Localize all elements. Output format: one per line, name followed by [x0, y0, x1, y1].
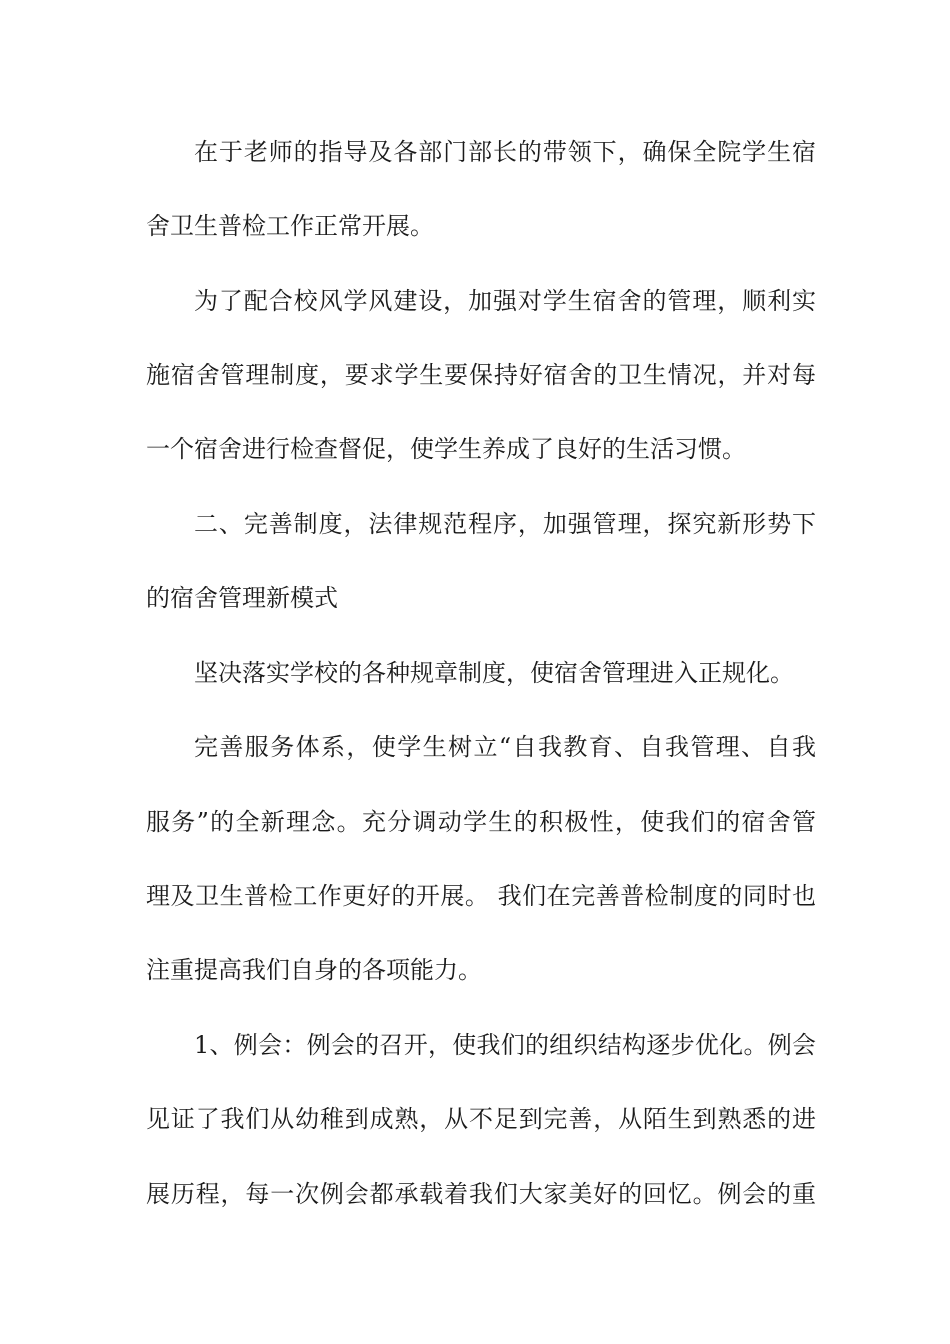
paragraph-line: 在于老师的指导及各部门部长的带领下，确保全院学生宿	[194, 138, 816, 166]
paragraph-line: 理及卫生普检工作更好的开展。 我们在完善普检制度的同时也	[146, 882, 816, 910]
paragraph-line: 为了配合校风学风建设，加强对学生宿舍的管理，顺利实	[194, 287, 816, 315]
paragraph-line: 舍卫生普检工作正常开展。	[146, 212, 434, 240]
paragraph-line: 1、例会：例会的召开，使我们的组织结构逐步优化。例会	[194, 1031, 816, 1059]
paragraph-line: 注重提高我们自身的各项能力。	[146, 956, 482, 984]
paragraph-line: 展历程，每一次例会都承载着我们大家美好的回忆。例会的重	[146, 1180, 816, 1208]
section-heading-line: 二、完善制度，法律规范程序，加强管理，探究新形势下	[194, 510, 816, 538]
paragraph-line: 服务”的全新理念。充分调动学生的积极性，使我们的宿舍管	[146, 808, 816, 836]
paragraph-line: 完善服务体系，使学生树立“自我教育、自我管理、自我	[194, 733, 816, 761]
paragraph-line: 见证了我们从幼稚到成熟，从不足到完善，从陌生到熟悉的进	[146, 1105, 816, 1133]
paragraph-line: 施宿舍管理制度，要求学生要保持好宿舍的卫生情况，并对每	[146, 361, 816, 389]
paragraph-line: 一个宿舍进行检查督促，使学生养成了良好的生活习惯。	[146, 435, 746, 463]
paragraph-line: 坚决落实学校的各种规章制度，使宿舍管理进入正规化。	[194, 659, 794, 687]
section-heading-line: 的宿舍管理新模式	[146, 584, 338, 612]
